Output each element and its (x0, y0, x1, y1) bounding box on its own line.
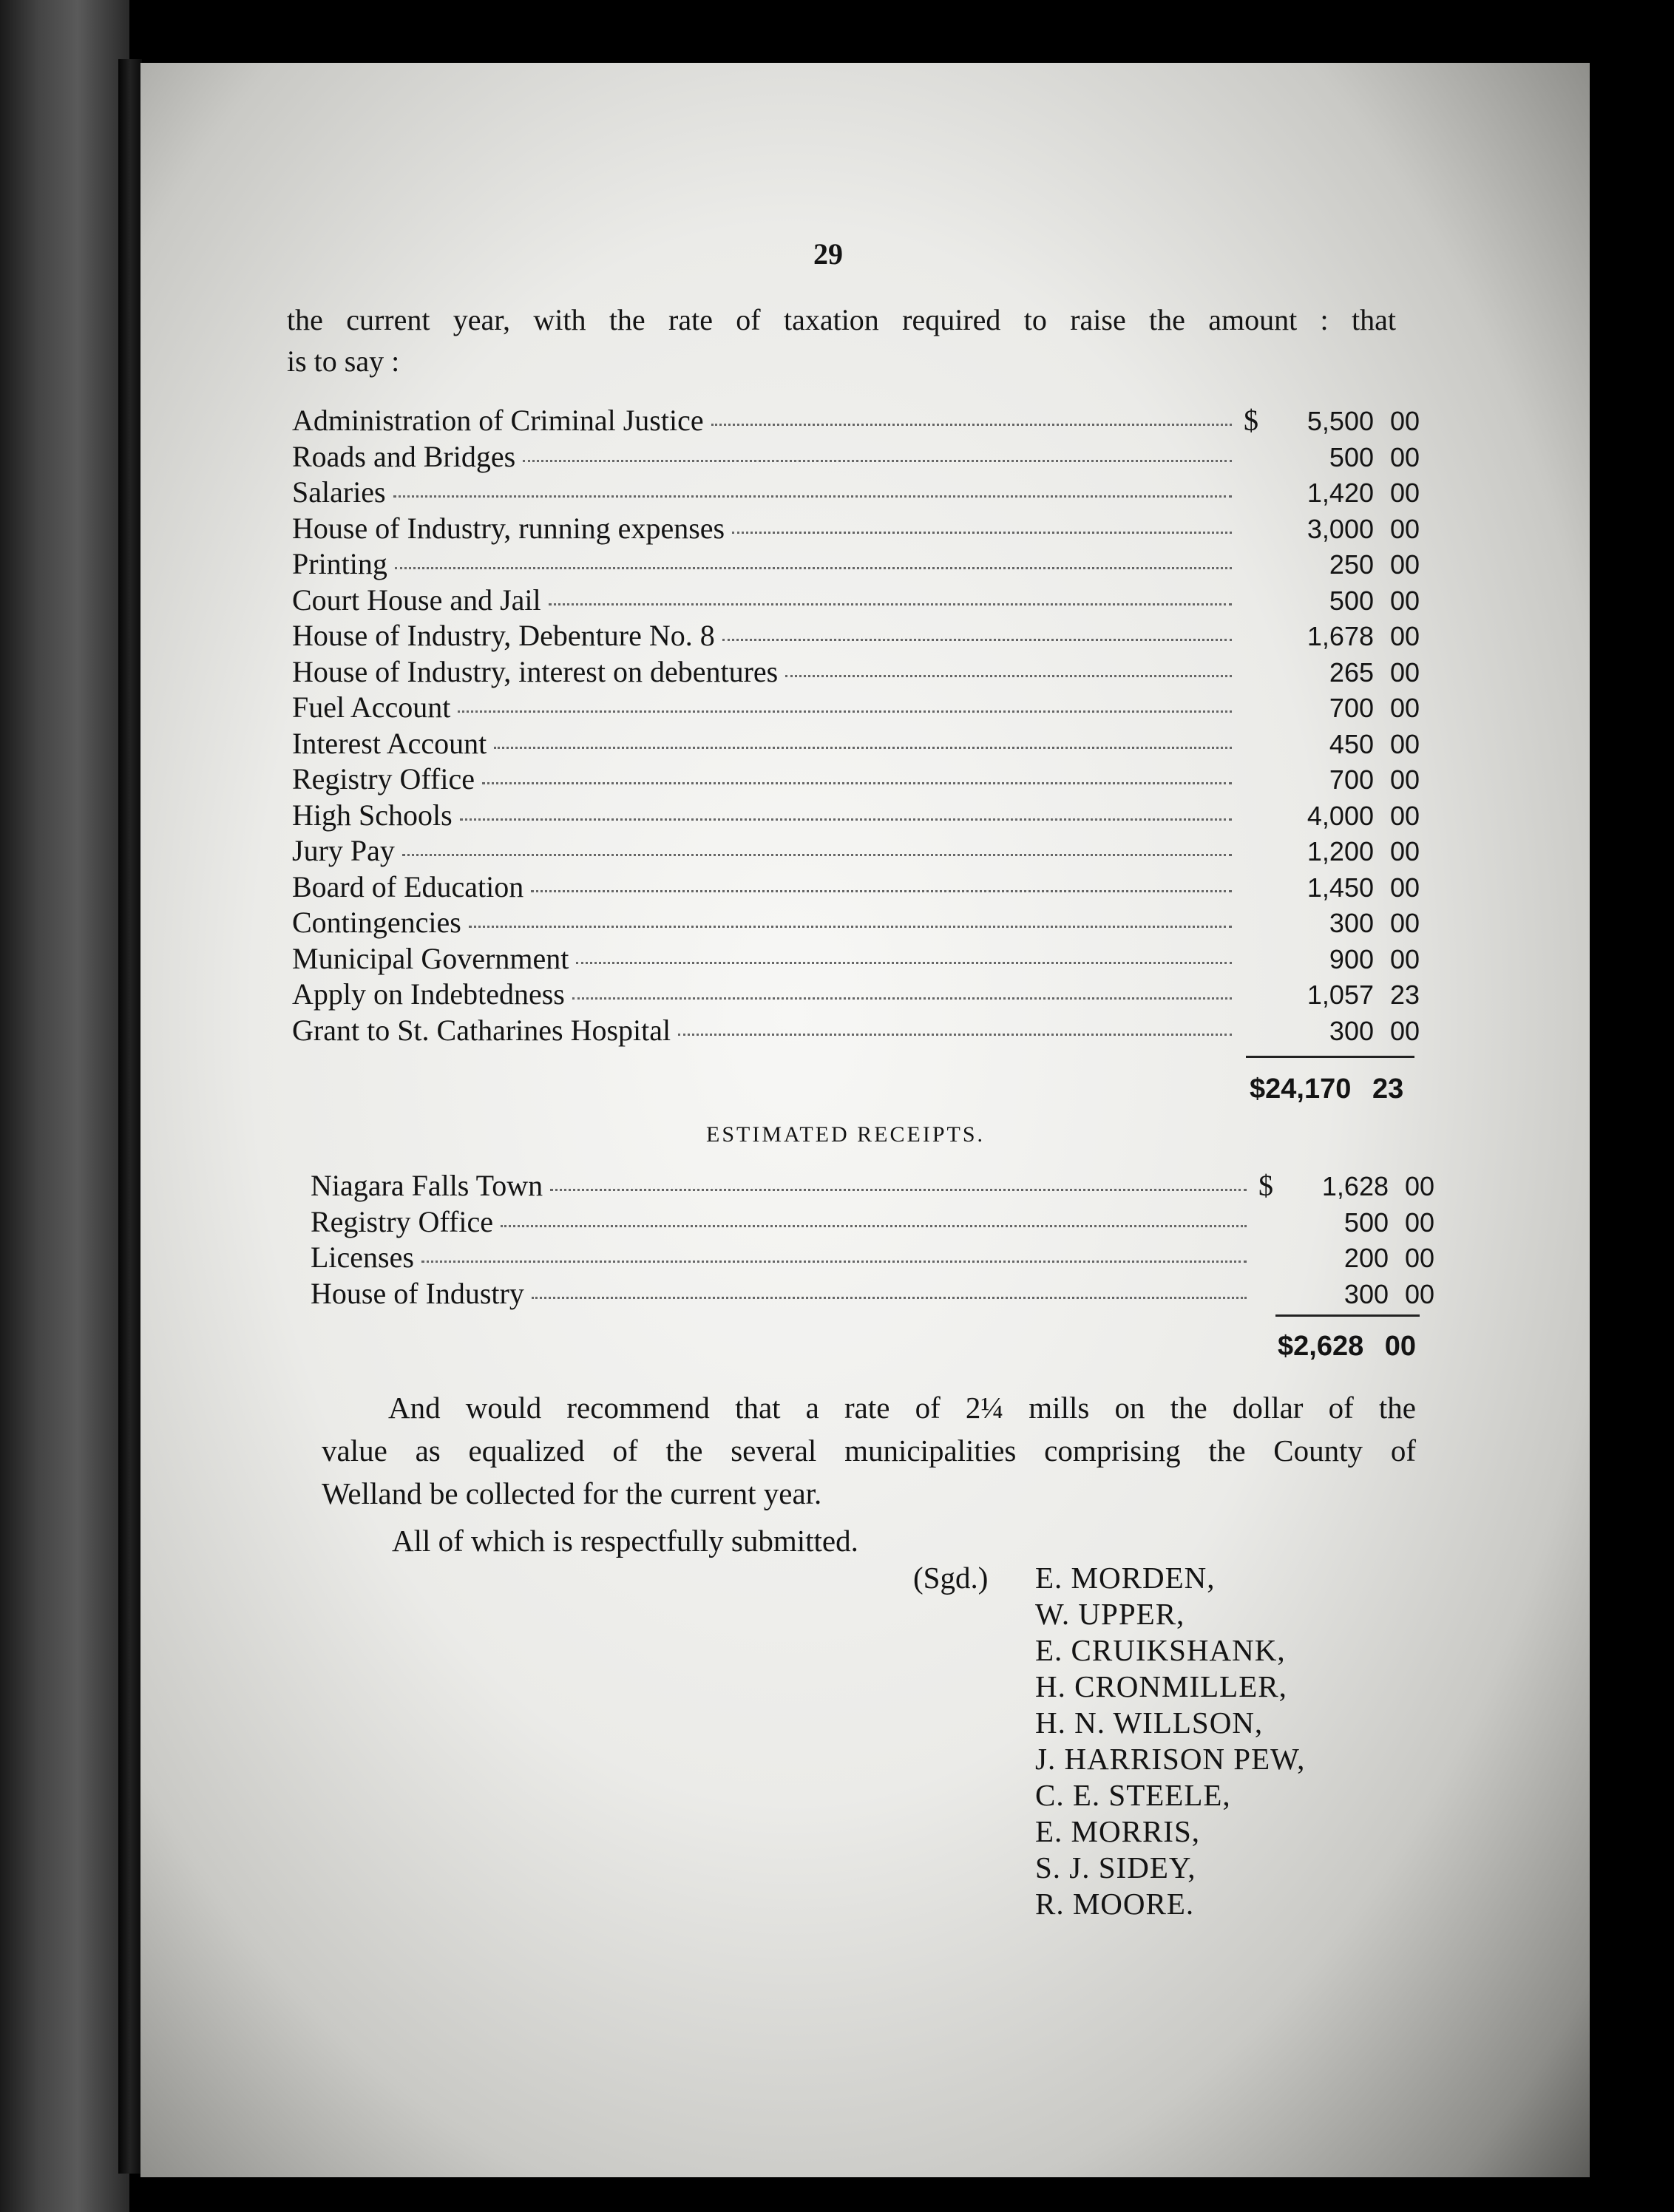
ledger-amount: 500 (1343, 1207, 1389, 1238)
facing-page-edge (0, 0, 129, 2212)
dot-leader (482, 782, 1232, 784)
dot-leader (678, 1034, 1232, 1036)
dot-leader (460, 818, 1232, 821)
ledger-cents: 00 (1404, 1243, 1434, 1273)
ledger-row (311, 1204, 1434, 1241)
ledger-amount: 1,420 (1307, 478, 1374, 508)
ledger-item: Salaries (292, 475, 386, 509)
signatory: C. E. STEELE, (1035, 1778, 1231, 1812)
book-spine (118, 59, 142, 2174)
dot-leader (550, 1189, 1247, 1191)
ledger-amount: 250 (1329, 549, 1374, 580)
ledger-amount: 300 (1329, 1015, 1374, 1046)
dot-leader (532, 1297, 1247, 1299)
ledger-item: Fuel Account (292, 691, 451, 724)
signatory: J. HARRISON PEW, (1035, 1742, 1306, 1776)
dollar-sign: $ (1258, 1169, 1273, 1202)
ledger-cents: 00 (1389, 764, 1420, 795)
receipts-heading: ESTIMATED RECEIPTS. (706, 1122, 986, 1147)
ledger-amount: 1,057 (1307, 980, 1374, 1010)
ledger-cents: 00 (1389, 800, 1420, 831)
ledger-cents: 00 (1389, 943, 1420, 974)
page-number: 29 (813, 237, 843, 271)
dot-leader (421, 1261, 1247, 1263)
signatories-list (1035, 1560, 1305, 1922)
signatory: E. CRUIKSHANK, (1035, 1633, 1286, 1667)
ledger-row (311, 1168, 1434, 1204)
ledger-amount: 500 (1329, 585, 1374, 616)
total-amount: $2,628 (1278, 1331, 1364, 1362)
recommendation-paragraph (322, 1386, 1416, 1515)
ledger-item: House of Industry, interest on debentures (292, 654, 779, 688)
dot-leader (458, 710, 1232, 713)
ledger-item: Printing (292, 547, 387, 580)
submitted-line: All of which is respectfully submitted. (392, 1524, 858, 1558)
recommendation-line-3: Welland be collected for the current year. (322, 1476, 822, 1510)
total-cents: 23 (1372, 1073, 1404, 1105)
ledger-amount: 1,200 (1307, 836, 1374, 866)
ledger-cents: 00 (1389, 908, 1420, 938)
dot-leader (531, 890, 1232, 892)
ledger-item: High Schools (292, 798, 453, 832)
total-rule (1275, 1314, 1420, 1317)
dot-leader (469, 926, 1232, 928)
intro-line-2: is to say : (287, 345, 400, 378)
ledger-item: Registry Office (292, 762, 475, 795)
intro-line-1: the current year, with the rate of taxation required to raise the amount : that (287, 303, 1396, 336)
ledger-item: Jury Pay (292, 834, 395, 867)
ledger-amount: 200 (1343, 1243, 1389, 1273)
ledger-cents: 00 (1389, 441, 1420, 472)
ledger-item: Roads and Bridges (292, 439, 516, 473)
ledger-cents: 00 (1389, 872, 1420, 903)
ledger-cents: 00 (1389, 1015, 1420, 1046)
ledger-row (292, 618, 1420, 654)
ledger-item: Municipal Government (292, 941, 569, 975)
signatory: S. J. SIDEY, (1035, 1850, 1196, 1884)
dot-leader (711, 424, 1232, 426)
ledger-row (292, 833, 1420, 869)
ledger-amount: 1,450 (1307, 872, 1374, 903)
dollar-sign: $ (1244, 404, 1258, 437)
ledger-row (292, 761, 1420, 798)
dot-leader (572, 997, 1232, 1000)
ledger-item: Administration of Criminal Justice (292, 404, 704, 437)
receipts-list (311, 1168, 1434, 1312)
ledger-row (292, 905, 1420, 941)
ledger-cents: 00 (1389, 478, 1420, 508)
dot-leader (395, 567, 1232, 569)
ledger-row (292, 690, 1420, 726)
ledger-amount: 500 (1329, 441, 1374, 472)
ledger-row (292, 439, 1420, 475)
ledger-cents: 00 (1389, 657, 1420, 688)
total-amount: $24,170 (1250, 1073, 1352, 1105)
signatory: H. N. WILLSON, (1035, 1706, 1264, 1740)
ledger-cents: 00 (1389, 728, 1420, 759)
ledger-cents: 00 (1389, 693, 1420, 723)
dot-leader (722, 639, 1232, 641)
ledger-cents: 00 (1389, 585, 1420, 616)
ledger-item: Niagara Falls Town (311, 1169, 543, 1202)
ledger-item: Interest Account (292, 726, 487, 760)
dot-leader (549, 603, 1232, 605)
dot-leader (501, 1225, 1247, 1227)
ledger-amount: 300 (1343, 1278, 1389, 1309)
ledger-row (292, 654, 1420, 691)
ledger-cents: 00 (1389, 513, 1420, 544)
ledger-item: Grant to St. Catharines Hospital (292, 1013, 671, 1047)
recommendation-line-1: And would recommend that a rate of 2¼ mills on the dollar of the (388, 1391, 1416, 1425)
ledger-amount: 3,000 (1307, 513, 1374, 544)
ledger-row (311, 1276, 1434, 1312)
ledger-amount: 300 (1329, 908, 1374, 938)
ledger-item: Apply on Indebtedness (292, 977, 565, 1011)
ledger-cents: 00 (1389, 836, 1420, 866)
ledger-item: House of Industry (311, 1276, 524, 1310)
ledger-row (292, 798, 1420, 834)
ledger-row (292, 475, 1420, 511)
signatory: E. MORRIS, (1035, 1814, 1201, 1848)
ledger-row (292, 726, 1420, 762)
ledger-cents: 00 (1404, 1207, 1434, 1238)
signatory: E. MORDEN, (1035, 1561, 1216, 1595)
recommendation-line-2: value as equalized of the several municipalities comprising the County of (322, 1434, 1416, 1468)
dot-leader (576, 962, 1232, 964)
signatory: W. UPPER, (1035, 1597, 1185, 1631)
signed-label: (Sgd.) (913, 1561, 989, 1595)
ledger-item: House of Industry, Debenture No. 8 (292, 619, 715, 652)
ledger-amount: 1,628 (1321, 1171, 1389, 1201)
ledger-amount: 265 (1329, 657, 1374, 688)
ledger-cents: 00 (1389, 621, 1420, 651)
receipts-total (1278, 1331, 1416, 1363)
ledger-amount: 700 (1329, 693, 1374, 723)
dot-leader (523, 460, 1232, 462)
total-rule (1246, 1056, 1414, 1058)
ledger-item: Board of Education (292, 869, 524, 903)
ledger-row (292, 1013, 1420, 1049)
ledger-item: Licenses (311, 1241, 414, 1274)
dot-leader (393, 495, 1232, 498)
ledger-item: Court House and Jail (292, 583, 541, 617)
total-cents: 00 (1384, 1331, 1417, 1362)
ledger-cents: 00 (1389, 406, 1420, 436)
ledger-cents: 00 (1389, 549, 1420, 580)
ledger-item: Contingencies (292, 906, 461, 939)
ledger-row (292, 869, 1420, 906)
ledger-cents: 00 (1404, 1171, 1434, 1201)
ledger-cents: 23 (1389, 980, 1420, 1010)
ledger-row (292, 941, 1420, 977)
dot-leader (732, 532, 1232, 534)
ledger-cents: 00 (1404, 1278, 1434, 1309)
ledger-row (292, 583, 1420, 619)
dot-leader (785, 675, 1232, 677)
ledger-row (292, 403, 1420, 439)
ledger-item: Registry Office (311, 1204, 493, 1238)
ledger-row (311, 1240, 1434, 1276)
ledger-amount: 4,000 (1307, 800, 1374, 831)
signatory: R. MOORE. (1035, 1887, 1195, 1921)
ledger-row (292, 977, 1420, 1013)
ledger-amount: 5,500 (1307, 406, 1374, 436)
ledger-amount: 700 (1329, 764, 1374, 795)
dot-leader (494, 747, 1232, 749)
ledger-amount: 450 (1329, 728, 1374, 759)
ledger-row (292, 546, 1420, 583)
ledger-amount: 1,678 (1307, 621, 1374, 651)
ledger-row (292, 511, 1420, 547)
expenditures-total (1250, 1073, 1403, 1105)
signatory: H. CRONMILLER, (1035, 1669, 1287, 1703)
dot-leader (402, 854, 1232, 856)
intro-text (287, 299, 1396, 382)
expenditure-list (292, 403, 1420, 1048)
ledger-item: House of Industry, running expenses (292, 511, 725, 545)
ledger-amount: 900 (1329, 943, 1374, 974)
